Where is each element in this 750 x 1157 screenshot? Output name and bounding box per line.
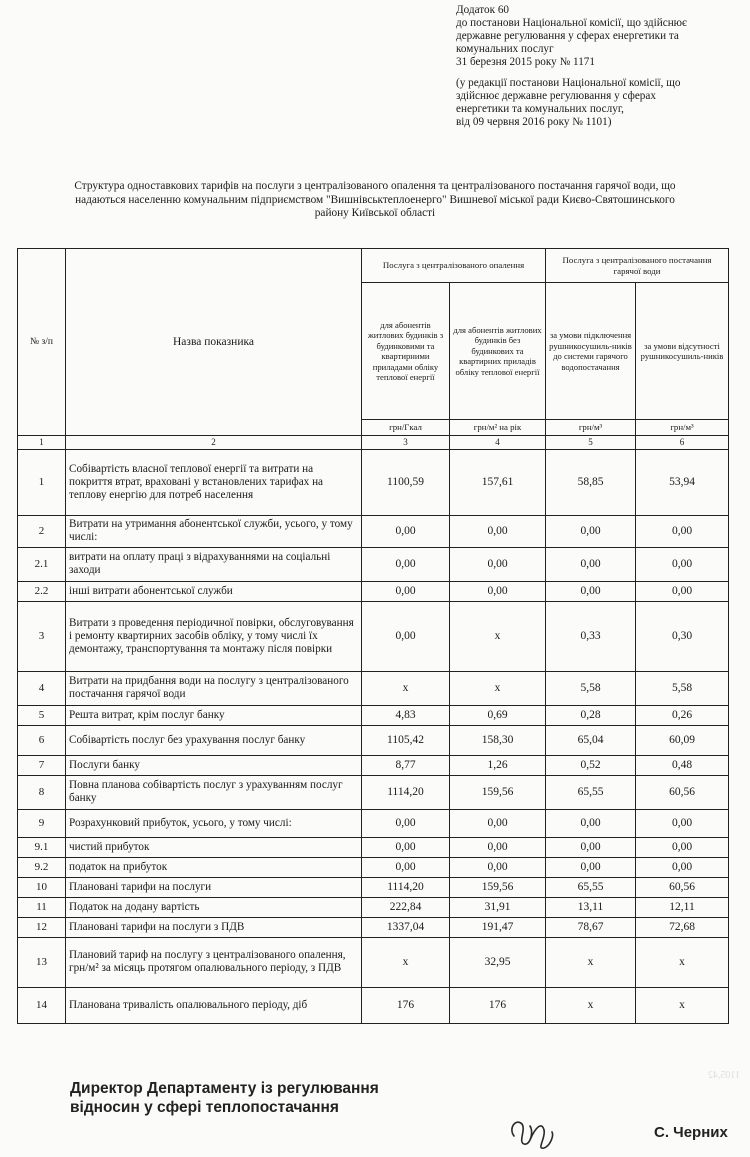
value-cell: 12,11 [636, 897, 729, 917]
header-line: до постанови Національної комісії, що здійснює [456, 17, 687, 29]
column-number: 6 [636, 436, 729, 450]
value-cell: 0,48 [636, 755, 729, 775]
indicator-name: інші витрати абонентської служби [66, 581, 362, 601]
indicator-name: податок на прибуток [66, 857, 362, 877]
value-cell: 0,00 [450, 547, 546, 581]
value-cell: 0,33 [546, 601, 636, 671]
table-row [18, 755, 729, 775]
value-cell: 0,00 [450, 837, 546, 857]
value-cell: 1337,04 [362, 917, 450, 937]
value-cell: 157,61 [450, 449, 546, 515]
value-cell: 0,00 [636, 837, 729, 857]
indicator-name: чистий прибуток [66, 837, 362, 857]
value-cell: x [636, 987, 729, 1023]
value-cell: 0,00 [362, 857, 450, 877]
title-line: надаються населенню комунальним підприємством "Вишнівськтеплоенерго" Вишневої міської ради Києво-Святошинського [75, 193, 675, 206]
table-row [18, 877, 729, 897]
value-cell: 1114,20 [362, 775, 450, 809]
row-number: 6 [18, 725, 66, 755]
value-cell: 1100,59 [362, 449, 450, 515]
table-row [18, 671, 729, 705]
value-cell: 72,68 [636, 917, 729, 937]
row-number: 10 [18, 877, 66, 897]
indicator-name: Витрати з проведення періодичної повірки, обслуговування і ремонту квартирних засобів обліку, у тому числі їх демонтажу, транспортування та монтажу після повірки [66, 601, 362, 671]
value-cell: 78,67 [546, 917, 636, 937]
table-row [18, 705, 729, 725]
indicator-name: Податок на додану вартість [66, 897, 362, 917]
row-number: 4 [18, 671, 66, 705]
value-cell: 0,00 [636, 515, 729, 547]
table-row [18, 837, 729, 857]
value-cell: 176 [450, 987, 546, 1023]
value-cell: 1105,42 [362, 725, 450, 755]
value-cell: 60,56 [636, 775, 729, 809]
value-cell: 176 [362, 987, 450, 1023]
value-cell: 65,04 [546, 725, 636, 755]
edition-note [456, 77, 746, 129]
value-cell: 13,11 [546, 897, 636, 917]
row-number: 14 [18, 987, 66, 1023]
row-number: 12 [18, 917, 66, 937]
value-cell: 0,52 [546, 755, 636, 775]
value-cell: 191,47 [450, 917, 546, 937]
subheader-with-dryer: за умови підключення рушникосушиль-ників до системи гарячого водопостачання [546, 283, 636, 420]
value-cell: 159,56 [450, 877, 546, 897]
row-number: 1 [18, 449, 66, 515]
unit-cell: грн/м³ [636, 420, 729, 436]
unit-cell: грн/Гкал [362, 420, 450, 436]
value-cell: 1,26 [450, 755, 546, 775]
value-cell: 0,00 [636, 857, 729, 877]
value-cell: 0,00 [362, 515, 450, 547]
row-number: 7 [18, 755, 66, 775]
value-cell: 4,83 [362, 705, 450, 725]
value-cell: 5,58 [546, 671, 636, 705]
indicator-name: витрати на оплату праці з відрахуваннями на соціальні заходи [66, 547, 362, 581]
value-cell: 60,09 [636, 725, 729, 755]
row-number: 2.2 [18, 581, 66, 601]
value-cell: 5,58 [636, 671, 729, 705]
indicator-name: Повна планова собівартість послуг з урахуванням послуг банку [66, 775, 362, 809]
table-row [18, 987, 729, 1023]
note-line: енергетики та комунальних послуг, [456, 103, 624, 115]
table-row [18, 725, 729, 755]
value-cell: 0,00 [636, 547, 729, 581]
value-cell: x [362, 671, 450, 705]
indicator-name: Плановий тариф на послугу з централізованого опалення, грн/м² за місяць протягом опалювального періоду, з ПДВ [66, 937, 362, 987]
value-cell: 0,28 [546, 705, 636, 725]
value-cell: 0,00 [546, 581, 636, 601]
value-cell: x [546, 987, 636, 1023]
value-cell: 158,30 [450, 725, 546, 755]
row-number: 9 [18, 809, 66, 837]
row-number: 3 [18, 601, 66, 671]
indicator-name: Собівартість послуг без урахування послуг банку [66, 725, 362, 755]
unit-cell: грн/м³ [546, 420, 636, 436]
indicator-name: Собівартість власної теплової енергії та витрати на покриття втрат, враховані у встановлених тарифах на теплову енергію для потреб населення [66, 449, 362, 515]
column-number: 5 [546, 436, 636, 450]
signer-line: відносин у сфері теплопостачання [70, 1099, 339, 1116]
table-row [18, 857, 729, 877]
indicator-name: Решта витрат, крім послуг банку [66, 705, 362, 725]
value-cell: x [636, 937, 729, 987]
value-cell: 0,00 [362, 837, 450, 857]
header-line: 31 березня 2015 року № 1171 [456, 56, 595, 68]
table-row [18, 917, 729, 937]
signer-line: Директор Департаменту із регулювання [70, 1080, 379, 1097]
value-cell: 32,95 [450, 937, 546, 987]
value-cell: 1114,20 [362, 877, 450, 897]
value-cell: 31,91 [450, 897, 546, 917]
title-line: району Київської області [314, 207, 436, 219]
indicator-name: Розрахунковий прибуток, усього, у тому числі: [66, 809, 362, 837]
title-line: Структура одноставкових тарифів на послуги з централізованого опалення та централізованого постачання гарячої води, що [74, 180, 676, 192]
tariff-structure-table [17, 248, 729, 1024]
handwritten-signature [500, 1106, 570, 1154]
value-cell: 65,55 [546, 877, 636, 897]
table-row [18, 937, 729, 987]
table-row [18, 809, 729, 837]
table-row [18, 775, 729, 809]
value-cell: 0,00 [546, 809, 636, 837]
header-line: Додаток 60 [456, 4, 510, 16]
subheader-no-meter: для абонентів житлових будинків без будинкових та квартирних приладів обліку теплової енергії [450, 283, 546, 420]
document-title [20, 180, 730, 221]
value-cell: 0,00 [450, 809, 546, 837]
value-cell: 0,00 [546, 837, 636, 857]
subheader-no-dryer: за умови відсутності рушникосушиль-ників [636, 283, 729, 420]
indicator-name: Послуги банку [66, 755, 362, 775]
value-cell: 0,00 [450, 515, 546, 547]
value-cell: 0,30 [636, 601, 729, 671]
value-cell: 0,00 [362, 809, 450, 837]
group-heating-header: Послуга з централізованого опалення [362, 249, 546, 283]
signer-name: С. Черних [654, 1124, 728, 1141]
row-number: 11 [18, 897, 66, 917]
value-cell: 8,77 [362, 755, 450, 775]
column-number: 4 [450, 436, 546, 450]
group-hot-water-header: Послуга з централізованого постачання гарячої води [546, 249, 729, 283]
value-cell: 0,00 [362, 581, 450, 601]
value-cell: 0,00 [450, 857, 546, 877]
row-number: 13 [18, 937, 66, 987]
value-cell: 0,00 [362, 601, 450, 671]
value-cell: 0,00 [636, 809, 729, 837]
value-cell: 58,85 [546, 449, 636, 515]
column-number: 2 [66, 436, 362, 450]
note-line: (у редакції постанови Національної комісії, що [456, 77, 681, 89]
row-number: 2 [18, 515, 66, 547]
appendix-header [456, 4, 746, 129]
value-cell: 0,00 [636, 581, 729, 601]
value-cell: 65,55 [546, 775, 636, 809]
value-cell: 0,00 [546, 515, 636, 547]
value-cell: x [546, 937, 636, 987]
note-line: здійснює державне регулювання у сферах [456, 90, 656, 102]
value-cell: 0,00 [546, 547, 636, 581]
col-no-header: № з/п [18, 249, 66, 436]
table-row [18, 897, 729, 917]
value-cell: 159,56 [450, 775, 546, 809]
value-cell: 0,26 [636, 705, 729, 725]
indicator-name: Плановані тарифи на послуги [66, 877, 362, 897]
header-line: державне регулювання у сферах енергетики та [456, 30, 679, 42]
table-row [18, 581, 729, 601]
row-number: 8 [18, 775, 66, 809]
row-number: 5 [18, 705, 66, 725]
value-cell: 0,00 [362, 547, 450, 581]
header-line: комунальних послуг [456, 43, 554, 55]
signer-title [70, 1079, 379, 1117]
indicator-name: Витрати на придбання води на послугу з централізованого постачання гарячої води [66, 671, 362, 705]
col-name-header: Назва показника [66, 249, 362, 436]
table-row [18, 449, 729, 515]
row-number: 9.2 [18, 857, 66, 877]
table-row [18, 515, 729, 547]
value-cell: x [450, 601, 546, 671]
value-cell: 0,69 [450, 705, 546, 725]
value-cell: x [450, 671, 546, 705]
value-cell: x [362, 937, 450, 987]
unit-cell: грн/м² на рік [450, 420, 546, 436]
value-cell: 53,94 [636, 449, 729, 515]
row-number: 2.1 [18, 547, 66, 581]
table-row [18, 547, 729, 581]
value-cell: 60,56 [636, 877, 729, 897]
column-number: 3 [362, 436, 450, 450]
indicator-name: Плановані тарифи на послуги з ПДВ [66, 917, 362, 937]
indicator-name: Витрати на утримання абонентської служби, усього, у тому числі: [66, 515, 362, 547]
value-cell: 0,00 [450, 581, 546, 601]
column-number: 1 [18, 436, 66, 450]
table-row [18, 601, 729, 671]
value-cell: 222,84 [362, 897, 450, 917]
note-line: від 09 червня 2016 року № 1101) [456, 116, 612, 128]
indicator-name: Планована тривалість опалювального періоду, діб [66, 987, 362, 1023]
subheader-meter: для абонентів житлових будинків з будинковими та квартирними приладами обліку теплової енергії [362, 283, 450, 420]
bleed-through-text: 1105,42 [707, 1070, 740, 1081]
row-number: 9.1 [18, 837, 66, 857]
value-cell: 0,00 [546, 857, 636, 877]
